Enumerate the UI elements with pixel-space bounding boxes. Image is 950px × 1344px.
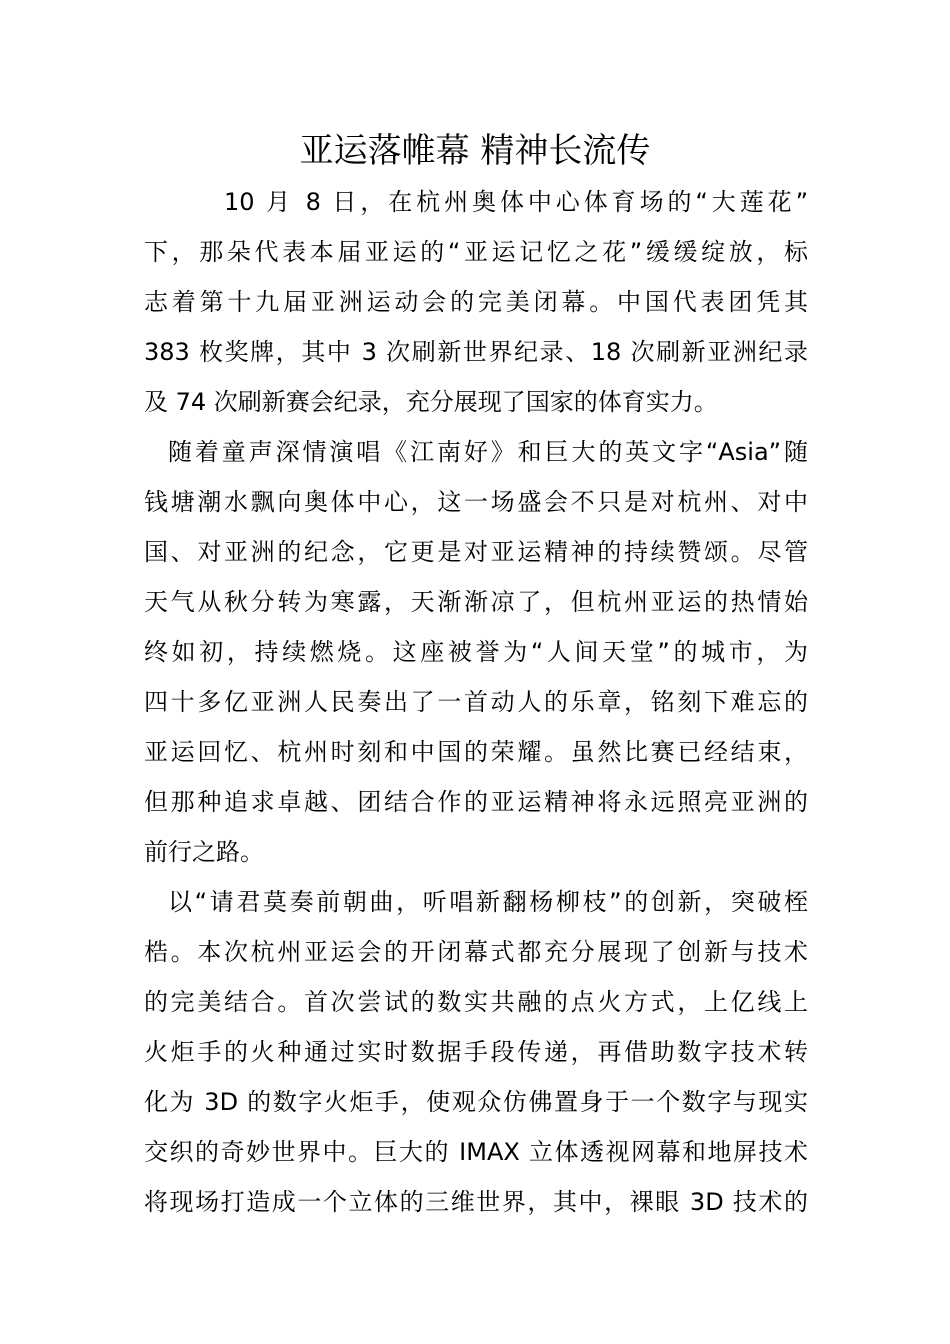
text-line: 但那种追求卓越、团结合作的亚运精神将永远照亮亚洲的 (144, 788, 808, 816)
text-line: 亚运回忆、杭州时刻和中国的荣耀。虽然比赛已经结束， (144, 738, 808, 766)
text-line: 四十多亿亚洲人民奏出了一首动人的乐章，铭刻下难忘的 (144, 688, 808, 716)
text-line: 383 枚奖牌，其中 3 次刷新世界纪录、18 次刷新亚洲纪录 (144, 338, 808, 366)
text-line: 及 74 次刷新赛会纪录，充分展现了国家的体育实力。 (144, 388, 718, 416)
text-line: 下，那朵代表本届亚运的“亚运记忆之花”缓缓绽放，标 (144, 238, 808, 266)
text-line: 交织的奇妙世界中。巨大的 IMAX 立体透视网幕和地屏技术 (144, 1138, 808, 1166)
text-line: 火炬手的火种通过实时数据手段传递，再借助数字技术转 (144, 1038, 808, 1066)
document-title: 亚运落帷幕 精神长流传 (299, 131, 651, 171)
text-line: 天气从秋分转为寒露，天渐渐凉了，但杭州亚运的热情始 (144, 588, 808, 616)
text-line: 以“请君莫奏前朝曲，听唱新翻杨柳枝”的创新，突破桎 (168, 888, 808, 916)
text-line: 随着童声深情演唱《江南好》和巨大的英文字“Asia”随 (168, 438, 808, 466)
text-line: 将现场打造成一个立体的三维世界，其中，裸眼 3D 技术的 (144, 1188, 808, 1216)
text-line: 化为 3D 的数字火炬手，使观众仿佛置身于一个数字与现实 (144, 1088, 808, 1116)
text-line: 钱塘潮水飘向奥体中心，这一场盛会不只是对杭州、对中 (144, 488, 808, 516)
text-line: 前行之路。 (144, 838, 264, 866)
text-line: 终如初，持续燃烧。这座被誉为“人间天堂”的城市，为 (144, 638, 808, 666)
text-line: 志着第十九届亚洲运动会的完美闭幕。中国代表团凭其 (144, 288, 808, 316)
text-line: 的完美结合。首次尝试的数实共融的点火方式，上亿线上 (144, 988, 808, 1016)
document-body (144, 177, 808, 1227)
text-line: 国、对亚洲的纪念，它更是对亚运精神的持续赞颂。尽管 (144, 538, 808, 566)
text-line: 梏。本次杭州亚运会的开闭幕式都充分展现了创新与技术 (144, 938, 808, 966)
text-line: 10 月 8 日，在杭州奥体中心体育场的“大莲花” (224, 188, 808, 216)
